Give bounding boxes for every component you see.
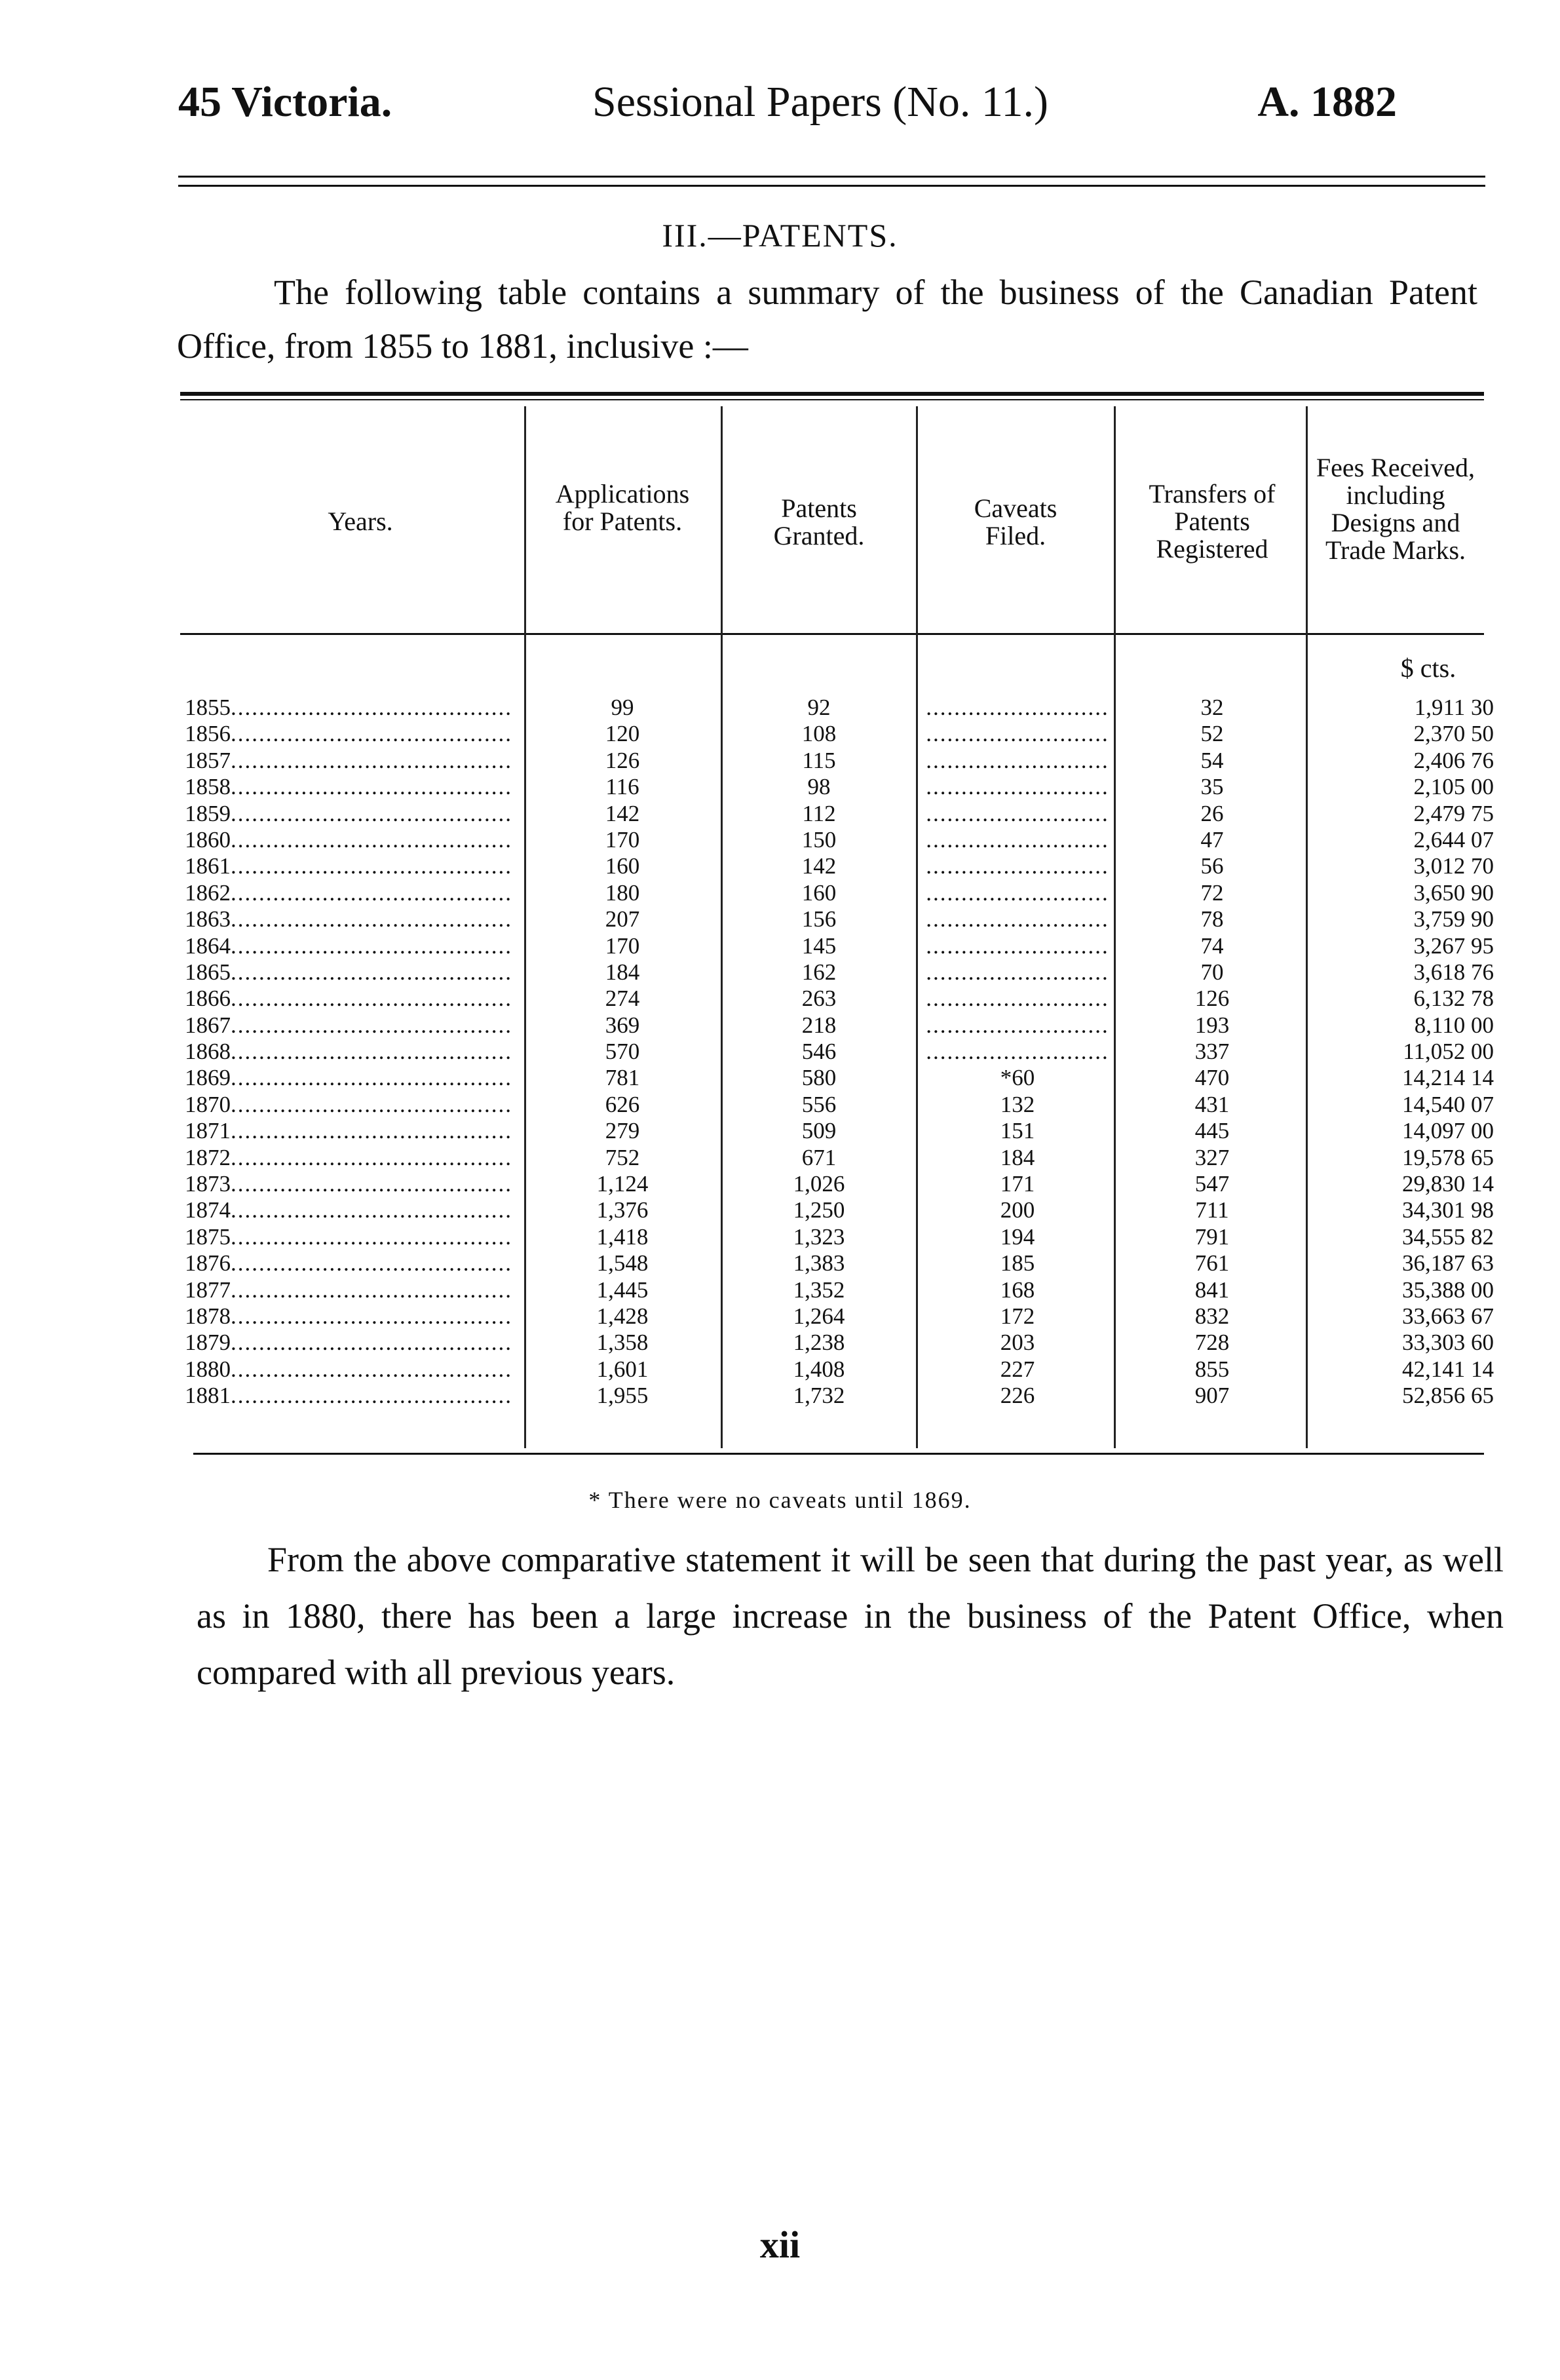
year-cell	[185, 1145, 522, 1171]
column-years	[185, 695, 522, 1410]
fees-cell: 8,110 00	[1414, 1012, 1494, 1038]
applications-cell: 126	[605, 747, 640, 773]
column-fees	[1327, 695, 1494, 1410]
year-value: 1862	[185, 879, 231, 906]
transfers-cell: 445	[1194, 1118, 1230, 1144]
applications-cell: 1,548	[596, 1250, 649, 1276]
table-top-rule-thin	[180, 399, 1484, 400]
caveats-cell: 200	[1000, 1197, 1035, 1223]
granted-cell: 142	[801, 853, 837, 879]
granted-cell: 1,250	[793, 1197, 845, 1223]
year-value: 1860	[185, 826, 231, 853]
year-cell	[185, 880, 522, 906]
header-publication: Sessional Papers (No. 11.)	[592, 78, 1048, 126]
year-value: 1856	[185, 721, 231, 747]
year-cell	[185, 1330, 522, 1356]
year-cell	[185, 959, 522, 986]
caveats-cell: 185	[1000, 1250, 1035, 1276]
fees-cell: 34,555 82	[1402, 1223, 1494, 1250]
dot-leader: ........................................	[231, 1250, 512, 1276]
fees-cell: 6,132 78	[1413, 986, 1494, 1012]
caveats-cell: 227	[1000, 1356, 1035, 1382]
year-cell	[185, 906, 522, 932]
dot-leader: ........................................	[231, 774, 512, 800]
year-value: 1857	[185, 747, 231, 773]
dot-leader: ........................................	[231, 1118, 512, 1144]
granted-cell: 156	[801, 906, 837, 932]
year-value: 1870	[185, 1091, 231, 1117]
applications-cell: 369	[605, 1012, 640, 1038]
dot-leader: ........................................	[231, 906, 512, 932]
table-bottom-rule	[193, 1453, 1484, 1455]
applications-cell: 1,418	[596, 1223, 649, 1250]
dot-leader: ........................................	[231, 1012, 512, 1038]
caveats-cell: 194	[1000, 1223, 1035, 1250]
dot-leader: ........................................	[231, 695, 512, 720]
granted-cell: 92	[807, 695, 831, 720]
year-value: 1878	[185, 1303, 231, 1329]
transfers-cell: 70	[1200, 959, 1224, 985]
granted-cell: 671	[801, 1144, 837, 1170]
year-value: 1861	[185, 853, 231, 879]
fees-cell: 35,388 00	[1402, 1276, 1494, 1303]
caveats-cell: 168	[1000, 1276, 1035, 1303]
fees-cell: 52,856 65	[1402, 1383, 1494, 1409]
caveats-cell: ..........................	[926, 774, 1109, 800]
transfers-cell: 337	[1194, 1039, 1230, 1065]
year-value: 1875	[185, 1223, 231, 1250]
caveats-cell: ..........................	[926, 747, 1109, 773]
year-cell	[185, 1039, 522, 1065]
column-applications	[550, 695, 694, 1410]
year-value: 1880	[185, 1356, 231, 1382]
granted-cell: 112	[802, 800, 836, 826]
granted-cell: 150	[801, 826, 837, 853]
transfers-cell: 74	[1200, 932, 1224, 959]
year-value: 1868	[185, 1039, 231, 1065]
transfers-cell: 193	[1194, 1012, 1230, 1038]
conclusion-paragraph: From the above comparative statement it will be seen that during the past year, as well as in 1880, there has been a large increase in the business of the Patent Office, when compared with all previous years.	[197, 1540, 1504, 1692]
page-number: xii	[759, 2223, 801, 2266]
column-divider-2	[721, 406, 723, 1448]
dot-leader: ........................................	[231, 853, 512, 879]
caveats-cell: ..........................	[926, 906, 1109, 932]
fees-cell: 2,370 50	[1413, 721, 1494, 747]
year-value: 1866	[185, 986, 231, 1012]
header-year: A. 1882	[1257, 78, 1397, 126]
granted-cell: 546	[801, 1039, 837, 1065]
fees-cell: 2,479 75	[1413, 800, 1494, 826]
granted-cell: 218	[801, 1012, 837, 1038]
granted-cell: 108	[801, 721, 837, 747]
applications-cell: 142	[605, 800, 640, 826]
transfers-cell: 32	[1200, 695, 1224, 720]
transfers-cell: 47	[1200, 826, 1224, 853]
year-cell	[185, 721, 522, 747]
year-cell	[185, 1303, 522, 1330]
header-rule-top	[178, 176, 1485, 178]
column-divider-1	[524, 406, 526, 1448]
applications-cell: 752	[605, 1144, 640, 1170]
year-value: 1863	[185, 906, 231, 932]
year-cell	[185, 1250, 522, 1276]
granted-cell: 580	[801, 1065, 837, 1091]
transfers-cell: 35	[1200, 774, 1224, 800]
year-value: 1871	[185, 1118, 231, 1144]
applications-cell: 1,358	[596, 1330, 649, 1356]
granted-cell: 1,408	[793, 1356, 845, 1382]
caveats-cell: 203	[1000, 1330, 1035, 1356]
caveats-cell: ..........................	[926, 1012, 1109, 1038]
caveats-cell: 226	[1000, 1383, 1035, 1409]
year-cell	[185, 748, 522, 774]
header-session: 45 Victoria.	[178, 78, 392, 126]
applications-cell: 1,955	[596, 1383, 649, 1409]
granted-cell: 98	[807, 774, 831, 800]
caveats-cell: 184	[1000, 1144, 1035, 1170]
caveats-cell: ..........................	[926, 879, 1109, 906]
caveats-cell: 172	[1000, 1303, 1035, 1329]
year-value: 1864	[185, 932, 231, 959]
dot-leader: ........................................	[231, 932, 512, 959]
caveats-cell: 151	[1000, 1118, 1035, 1144]
year-cell	[185, 1065, 522, 1091]
transfers-cell: 56	[1200, 853, 1224, 879]
year-value: 1859	[185, 800, 231, 826]
transfers-cell: 327	[1194, 1144, 1230, 1170]
year-value: 1874	[185, 1197, 231, 1223]
dot-leader: ........................................	[231, 1144, 512, 1170]
caveats-cell: ..........................	[926, 826, 1109, 853]
caveats-cell: ..........................	[926, 800, 1109, 826]
year-cell	[185, 1171, 522, 1197]
year-value: 1869	[185, 1065, 231, 1091]
fees-cell: 3,012 70	[1413, 853, 1494, 879]
applications-cell: 170	[605, 932, 640, 959]
transfers-cell: 728	[1194, 1330, 1230, 1356]
fees-cell: 3,618 76	[1413, 959, 1494, 985]
applications-cell: 570	[605, 1039, 640, 1065]
year-value: 1865	[185, 959, 231, 985]
dot-leader: ........................................	[231, 721, 512, 747]
dot-leader: ........................................	[231, 826, 512, 853]
year-cell	[185, 827, 522, 853]
year-cell	[185, 774, 522, 800]
caveats-cell: *60	[1000, 1065, 1035, 1091]
transfers-cell: 711	[1195, 1197, 1229, 1223]
transfers-cell: 26	[1200, 800, 1224, 826]
applications-cell: 207	[605, 906, 640, 932]
dot-leader: ........................................	[231, 1197, 512, 1223]
transfers-cell: 907	[1194, 1383, 1230, 1409]
applications-cell: 279	[605, 1118, 640, 1144]
column-divider-4	[1114, 406, 1116, 1448]
transfers-cell: 78	[1200, 906, 1224, 932]
year-value: 1855	[185, 695, 231, 720]
fees-cell: 14,214 14	[1402, 1065, 1494, 1091]
caveats-cell: 132	[1000, 1091, 1035, 1117]
transfers-cell: 791	[1194, 1223, 1230, 1250]
fees-cell: 2,406 76	[1413, 747, 1494, 773]
fees-cell: 2,105 00	[1413, 774, 1494, 800]
year-cell	[185, 1118, 522, 1144]
header-rule-bottom	[178, 185, 1485, 187]
granted-cell: 1,352	[793, 1276, 845, 1303]
dot-leader: ........................................	[231, 1065, 512, 1091]
granted-cell: 115	[802, 747, 836, 773]
dot-leader: ........................................	[231, 1171, 512, 1197]
caveats-cell: ..........................	[926, 986, 1109, 1012]
dot-leader: ........................................	[231, 986, 512, 1012]
currency-label: $ cts.	[1400, 653, 1456, 683]
transfers-cell: 431	[1194, 1091, 1230, 1117]
transfers-cell: 547	[1194, 1171, 1230, 1197]
dot-leader: ........................................	[231, 1039, 512, 1065]
granted-cell: 1,238	[793, 1330, 845, 1356]
dot-leader: ........................................	[231, 879, 512, 906]
granted-cell: 145	[801, 932, 837, 959]
year-cell	[185, 1197, 522, 1223]
applications-cell: 626	[605, 1091, 640, 1117]
column-divider-3	[916, 406, 918, 1448]
applications-cell: 180	[605, 879, 640, 906]
applications-cell: 274	[605, 986, 640, 1012]
column-caveats	[923, 695, 1113, 1410]
year-cell	[185, 1277, 522, 1303]
applications-cell: 781	[605, 1065, 640, 1091]
caveats-cell: ..........................	[926, 721, 1109, 747]
column-granted	[747, 695, 891, 1410]
fees-cell: 36,187 63	[1402, 1250, 1494, 1276]
fees-cell: 1,911 30	[1414, 695, 1494, 720]
dot-leader: ........................................	[231, 959, 512, 985]
granted-cell: 1,264	[793, 1303, 845, 1329]
year-cell	[185, 801, 522, 827]
year-cell	[185, 986, 522, 1012]
year-cell	[185, 1012, 522, 1039]
year-value: 1872	[185, 1144, 231, 1170]
dot-leader: ........................................	[231, 1091, 512, 1117]
fees-cell: 33,663 67	[1402, 1303, 1494, 1329]
year-cell	[185, 695, 522, 721]
applications-cell: 184	[605, 959, 640, 985]
fees-cell: 29,830 14	[1402, 1171, 1494, 1197]
col-header-fees: Fees Received, including Designs and Trade Marks.	[1316, 453, 1475, 565]
transfers-cell: 832	[1194, 1303, 1230, 1329]
applications-cell: 170	[605, 826, 640, 853]
header-divider	[180, 633, 1484, 635]
granted-cell: 160	[801, 879, 837, 906]
col-header-years: Years.	[328, 507, 393, 536]
caveats-cell: 171	[1000, 1171, 1035, 1197]
applications-cell: 160	[605, 853, 640, 879]
transfers-cell: 54	[1200, 747, 1224, 773]
fees-cell: 3,267 95	[1413, 932, 1494, 959]
year-value: 1858	[185, 774, 231, 800]
granted-cell: 1,026	[793, 1171, 845, 1197]
dot-leader: ........................................	[231, 747, 512, 773]
granted-cell: 556	[801, 1091, 837, 1117]
fees-cell: 19,578 65	[1402, 1144, 1494, 1170]
caveats-cell: ..........................	[926, 1039, 1109, 1065]
year-cell	[185, 1092, 522, 1118]
caveats-cell: ..........................	[926, 959, 1109, 985]
dot-leader: ........................................	[231, 1383, 512, 1409]
applications-cell: 1,124	[596, 1171, 649, 1197]
transfers-cell: 72	[1200, 879, 1224, 906]
applications-cell: 1,601	[596, 1356, 649, 1382]
granted-cell: 1,732	[793, 1383, 845, 1409]
applications-cell: 1,376	[596, 1197, 649, 1223]
year-cell	[185, 1383, 522, 1409]
fees-cell: 14,097 00	[1402, 1118, 1494, 1144]
col-header-applications: Applications for Patents.	[555, 479, 690, 536]
col-header-transfers: Transfers of Patents Registered	[1149, 479, 1276, 564]
fees-cell: 3,759 90	[1413, 906, 1494, 932]
year-cell	[185, 933, 522, 959]
dot-leader: ........................................	[231, 1303, 512, 1329]
year-cell	[185, 1224, 522, 1250]
year-value: 1867	[185, 1012, 231, 1038]
fees-cell: 3,650 90	[1413, 879, 1494, 906]
table-top-rule	[180, 392, 1484, 396]
granted-cell: 509	[801, 1118, 837, 1144]
column-transfers	[1133, 695, 1291, 1410]
year-value: 1873	[185, 1171, 231, 1197]
dot-leader: ........................................	[231, 800, 512, 826]
fees-cell: 34,301 98	[1402, 1197, 1494, 1223]
dot-leader: ........................................	[231, 1223, 512, 1250]
section-title: III.—PATENTS.	[662, 217, 898, 254]
year-cell	[185, 853, 522, 879]
dot-leader: ........................................	[231, 1330, 512, 1356]
transfers-cell: 855	[1194, 1356, 1230, 1382]
applications-cell: 1,445	[596, 1276, 649, 1303]
col-header-granted: Patents Granted.	[773, 493, 865, 550]
applications-cell: 1,428	[596, 1303, 649, 1329]
year-cell	[185, 1356, 522, 1383]
transfers-cell: 841	[1194, 1276, 1230, 1303]
transfers-cell: 52	[1200, 721, 1224, 747]
granted-cell: 162	[801, 959, 837, 985]
column-divider-5	[1306, 406, 1308, 1448]
intro-text: The following table contains a summary of the business of the Canadian Patent Office, from 1855 to 1881, inclusive :—	[177, 273, 1477, 366]
caveats-cell: ..........................	[926, 853, 1109, 879]
applications-cell: 120	[605, 721, 640, 747]
fees-cell: 11,052 00	[1403, 1039, 1494, 1065]
fees-cell: 33,303 60	[1402, 1330, 1494, 1356]
year-value: 1876	[185, 1250, 231, 1276]
footnote: * There were no caveats until 1869.	[588, 1487, 972, 1513]
transfers-cell: 761	[1194, 1250, 1230, 1276]
fees-cell: 14,540 07	[1402, 1091, 1494, 1117]
granted-cell: 263	[801, 986, 837, 1012]
granted-cell: 1,323	[793, 1223, 845, 1250]
col-header-caveats: Caveats Filed.	[974, 493, 1057, 550]
year-value: 1881	[185, 1383, 231, 1409]
fees-cell: 2,644 07	[1413, 826, 1494, 853]
year-value: 1879	[185, 1330, 231, 1356]
dot-leader: ........................................	[231, 1356, 512, 1382]
running-head	[178, 77, 1397, 136]
applications-cell: 116	[605, 774, 639, 800]
fees-cell: 42,141 14	[1402, 1356, 1494, 1382]
caveats-cell: ..........................	[926, 695, 1109, 720]
transfers-cell: 126	[1194, 986, 1230, 1012]
transfers-cell: 470	[1194, 1065, 1230, 1091]
dot-leader: ........................................	[231, 1276, 512, 1303]
year-value: 1877	[185, 1276, 231, 1303]
applications-cell: 99	[611, 695, 634, 720]
caveats-cell: ..........................	[926, 932, 1109, 959]
granted-cell: 1,383	[793, 1250, 845, 1276]
